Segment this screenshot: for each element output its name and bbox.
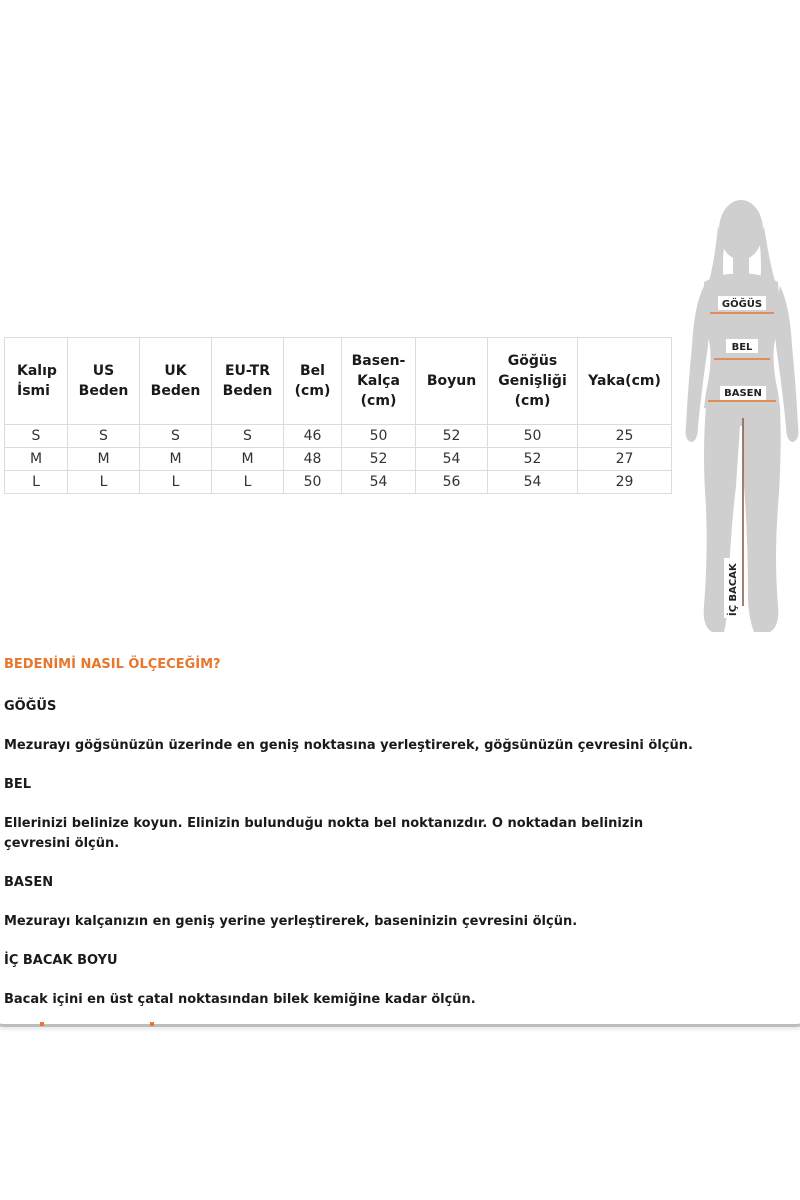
- table-cell: 48: [284, 448, 342, 471]
- table-cell: 50: [488, 425, 578, 448]
- table-cell: 50: [342, 425, 416, 448]
- hip-label: BASEN: [724, 388, 762, 399]
- table-cell: 50: [284, 471, 342, 494]
- header-basen-kalca: Basen- Kalça (cm): [342, 338, 416, 425]
- decorative-marks: [40, 1022, 160, 1028]
- header-eu-tr-beden: EU-TR Beden: [212, 338, 284, 425]
- waist-label: BEL: [731, 342, 753, 353]
- section-text-bust: Mezurayı göğsünüzün üzerinde en geniş noktasına yerleştirerek, göğsünüzün çevresini ölçün.: [4, 738, 693, 753]
- header-yaka: Yaka(cm): [578, 338, 672, 425]
- header-uk-beden: UK Beden: [140, 338, 212, 425]
- section-heading-waist: BEL: [4, 777, 32, 792]
- measurement-guide: [4, 656, 724, 1010]
- table-cell: 25: [578, 425, 672, 448]
- table-cell: L: [5, 471, 68, 494]
- table-cell: M: [68, 448, 140, 471]
- header-bel: Bel (cm): [284, 338, 342, 425]
- table-cell: 52: [416, 425, 488, 448]
- table-cell: L: [68, 471, 140, 494]
- section-text-hip: Mezurayı kalçanızın en geniş yerine yerleştirerek, baseninizin çevresini ölçün.: [4, 914, 578, 929]
- table-cell: 52: [342, 448, 416, 471]
- table-cell: L: [140, 471, 212, 494]
- table-row: [5, 471, 672, 494]
- table-cell: 27: [578, 448, 672, 471]
- table-cell: 29: [578, 471, 672, 494]
- header-us-beden: US Beden: [68, 338, 140, 425]
- silhouette-illustration: [684, 196, 800, 636]
- section-text-waist: Ellerinizi belinize koyun. Elinizin bulunduğu nokta bel noktanızdır. O noktadan belinizin çevresini ölçün.: [4, 816, 644, 851]
- table-cell: S: [212, 425, 284, 448]
- inseam-label: İÇ BACAK: [728, 563, 739, 616]
- table-cell: 46: [284, 425, 342, 448]
- bust-label: GÖĞÜS: [721, 299, 763, 310]
- guide-question: BEDENİMİ NASIL ÖLÇECEĞİM?: [4, 657, 221, 672]
- table-cell: 56: [416, 471, 488, 494]
- header-gogus-genisligi: Göğüs Genişliği (cm): [488, 338, 578, 425]
- table-row: [5, 448, 672, 471]
- header-boyun: Boyun: [416, 338, 488, 425]
- table-cell: 54: [488, 471, 578, 494]
- table-cell: M: [212, 448, 284, 471]
- table-cell: S: [5, 425, 68, 448]
- body-measurement-figure: [684, 196, 800, 636]
- section-text-inseam: Bacak içini en üst çatal noktasından bilek kemiğine kadar ölçün.: [4, 992, 476, 1007]
- table-cell: 54: [342, 471, 416, 494]
- table-cell: 54: [416, 448, 488, 471]
- table-cell: M: [5, 448, 68, 471]
- table-cell: S: [140, 425, 212, 448]
- size-table: [4, 337, 672, 494]
- table-row: [5, 425, 672, 448]
- table-cell: S: [68, 425, 140, 448]
- section-heading-inseam: İÇ BACAK BOYU: [4, 953, 118, 968]
- table-cell: 52: [488, 448, 578, 471]
- header-kalip-ismi: Kalıp İsmi: [5, 338, 68, 425]
- body-silhouette: [686, 200, 799, 632]
- table-cell: M: [140, 448, 212, 471]
- section-heading-bust: GÖĞÜS: [4, 699, 57, 714]
- section-heading-hip: BASEN: [4, 875, 54, 890]
- table-header-row: [5, 338, 672, 425]
- table-cell: L: [212, 471, 284, 494]
